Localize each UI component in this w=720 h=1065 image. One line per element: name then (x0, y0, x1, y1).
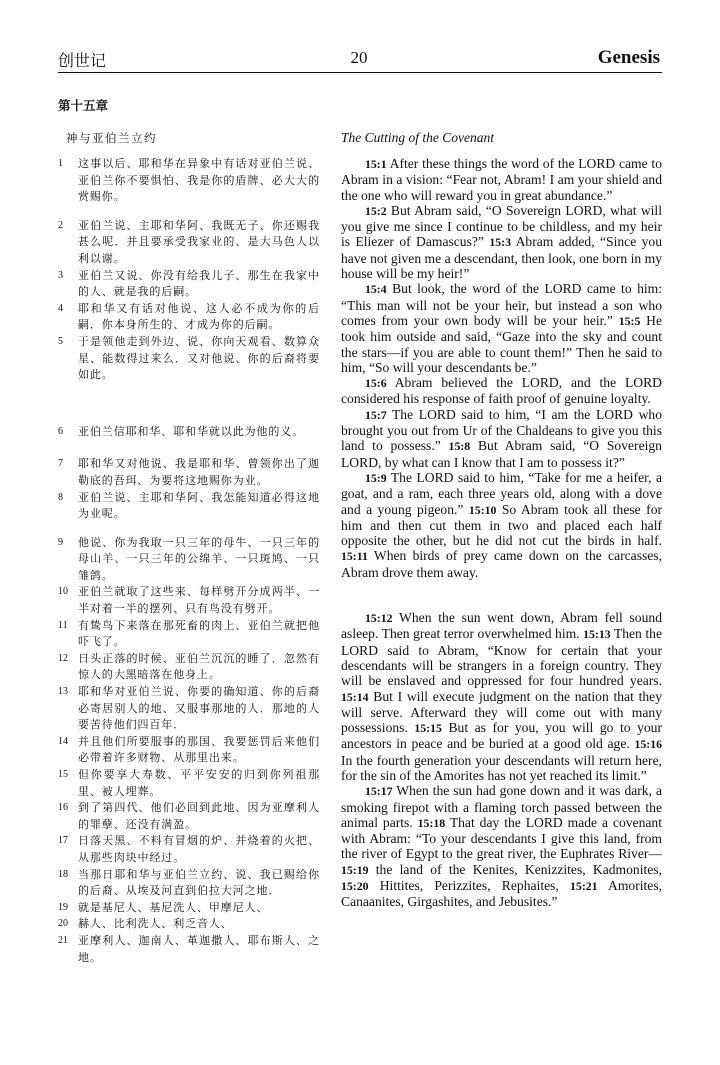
verse-number: 9 (58, 536, 63, 548)
verse-text: When birds of prey came down on the carcasses, Abram drove them away. (341, 548, 662, 580)
chinese-verse (58, 734, 320, 767)
chinese-verse (58, 651, 320, 684)
verse-text: After these things the word of the LORD came to Abram in a vision: “Fear not, Abram! I am your shield and the one who will reward you in great abundance.” (341, 156, 662, 203)
verse-text: the land of the Kenites, Kenizzites, Kadmonites, (368, 861, 662, 877)
chinese-verse (58, 618, 320, 651)
chinese-column (58, 130, 320, 966)
verse-text: 耶和华又有话对他说、这人必不成为你的后嗣．你本身所生的、才成为你的后嗣。 (78, 301, 320, 332)
verse-text: 于是领他走到外边、说、你向天观看、数算众星、能数得过来么．又对他说、你的后裔将要如此。 (78, 334, 320, 382)
verse-text: 亚摩利人、迦南人、革迦撒人、耶布斯人、之地。 (78, 933, 320, 964)
english-column (341, 130, 662, 910)
chinese-verse (58, 490, 320, 523)
verse-text: Abram believed the LORD, and the LORD considered his response of faith proof of genuine loyalty. (341, 375, 662, 407)
chinese-verse (58, 268, 320, 301)
verse-number: 7 (58, 458, 63, 470)
verse-text: 当那日耶和华与亚伯兰立约、说、我已赐给你的后裔、从埃及河直到伯拉大河之地． (78, 867, 320, 898)
verse-text: The LORD said to him, “I am the LORD who brought you out from Ur of the Chaldeans to give you this land to possess.” (341, 406, 662, 454)
verse-number: 17 (58, 835, 68, 847)
chinese-verse (58, 218, 320, 268)
verse-reference: 15:10 (468, 502, 497, 517)
verse-text: 亚伯兰说、主耶和华阿、我怎能知道必得这地为业呢。 (78, 490, 320, 521)
english-paragraph (341, 610, 662, 783)
verse-text: 日头正落的时候、亚伯兰沉沉的睡了．忽然有惊人的大黑暗落在他身上。 (78, 651, 320, 682)
verse-number: 13 (58, 686, 68, 698)
english-paragraph (341, 470, 662, 580)
chinese-verse (58, 301, 320, 334)
verse-text: 耶和华又对他说、我是耶和华、曾领你出了迦勒底的吾珥、为要将这地赐你为业。 (78, 457, 320, 487)
verse-text: But I will execute judgment on the nation that they will serve. Afterward they will come out with many possessions. (341, 688, 662, 736)
verse-reference: 15:19 (341, 862, 369, 877)
verse-reference: 15:6 (365, 376, 387, 391)
verse-number: 15 (58, 769, 68, 780)
verse-text: 赫人、比利洗人、利乏音人、 (78, 917, 233, 931)
verse-number: 19 (58, 901, 68, 913)
verse-reference: 15:16 (634, 737, 662, 752)
verse-text: When the sun had gone down and it was dark, a smoking firepot with a flaming torch passed between the animal parts. (341, 783, 662, 830)
verse-text: 亚伯兰说、主耶和华阿、我既无子、你还赐我甚么呢．并且要承受我家业的、是大马色人以利以谢。 (78, 218, 320, 265)
chinese-verse (58, 833, 320, 866)
chinese-verse (58, 767, 320, 800)
verse-text: 有鸷鸟下来落在那死畜的肉上、亚伯兰就把他吓飞了。 (78, 618, 320, 649)
verse-text: That day the LORD made a covenant with Abram: “To your descendants I give this land, from the river of Egypt to the great river, the Euphrates River— (341, 814, 662, 862)
verse-text: Abram added, “Since you have not given me a descendant, then look, one born in my house will be my heir!” (341, 234, 663, 282)
verse-reference: 15:5 (618, 313, 641, 328)
verse-reference: 15:9 (365, 470, 387, 485)
chinese-verse (58, 535, 320, 585)
verse-reference: 15:13 (583, 627, 611, 642)
verse-number: 3 (58, 269, 63, 281)
verse-text: 亚伯兰信耶和华、耶和华就以此为他的义。 (78, 424, 305, 438)
verse-text: Amorites, Canaanites, Girgashites, and Jebusites.” (341, 878, 663, 910)
english-paragraph (341, 203, 662, 281)
verse-number: 8 (58, 491, 63, 503)
english-paragraph (341, 375, 662, 407)
english-section-title: The Cutting of the Covenant (341, 130, 494, 145)
verse-number: 4 (58, 302, 63, 314)
verse-text: But Abram said, “O Sovereign LORD, what will you give me since I continue to be childless, and my heir is Eliezer of Damascus?” (341, 202, 662, 250)
header-book-english: Genesis (597, 47, 660, 68)
verse-number: 18 (58, 868, 68, 880)
chinese-verse (58, 867, 320, 900)
english-paragraph (341, 281, 662, 375)
verse-reference: 15:20 (341, 879, 369, 894)
verse-number: 11 (58, 619, 68, 631)
verse-text: 亚伯兰就取了这些来、每样劈开分成两半、一半对着一半的摆列、只有鸟没有劈开。 (78, 585, 320, 616)
header-rule (58, 72, 662, 73)
verse-reference: 15:7 (365, 407, 387, 422)
verse-text: 但你要享大寿数、平平安安的归到你列祖那里、被人埋葬。 (78, 768, 320, 798)
verse-number: 14 (58, 735, 68, 747)
verse-reference: 15:18 (417, 815, 446, 830)
verse-text: But look, the word of the LORD came to him: “This man will not be your heir, but instead a son who comes from your own body will be your heir.” (341, 281, 662, 328)
chinese-verse (58, 684, 320, 734)
verse-text: Hittites, Perizzites, Rephaites, (368, 878, 571, 894)
verse-number: 2 (58, 219, 63, 231)
chapter-title: 第十五章 (58, 98, 109, 113)
chinese-verse (58, 334, 320, 384)
verse-text: 耶和华对亚伯兰说、你要的确知道、你的后裔必寄居别人的地、又服事那地的人．那地的人要苦待他们四百年． (78, 685, 320, 732)
verse-text: So Abram took all these for him and then cut them in two and placed each half opposite the other, but he did not cut the birds in half. (341, 501, 663, 549)
verse-text: 这事以后、耶和华在异象中有话对亚伯兰说、亚伯兰你不要惧怕、我是你的盾牌、必大大的赏赐你。 (78, 157, 320, 204)
verse-number: 10 (58, 586, 68, 598)
page-number: 20 (350, 48, 368, 67)
verse-text: In the fourth generation your descendants will return here, for the sin of the Amorites has not yet reached its limit.” (341, 752, 662, 783)
verse-text: But as for you, you will go to your ancestors in peace and be buried at a good old age. (341, 720, 662, 752)
verse-reference: 15:3 (489, 235, 511, 250)
verse-text: He took him outside and said, “Gaze into the sky and count the stars—if you are able to count them!” Then he said to him, “So will your descendants be.” (341, 312, 663, 375)
verse-reference: 15:4 (365, 282, 387, 297)
verse-text: 到了第四代、他们必回到此地、因为亚摩利人的罪孽、还没有满盈。 (78, 801, 320, 831)
verse-reference: 15:11 (341, 549, 368, 564)
verse-text: But Abram said, “O Sovereign LORD, by what can I know that I am to possess it?” (341, 438, 662, 470)
verse-reference: 15:15 (414, 721, 442, 736)
verse-number: 5 (58, 335, 63, 347)
verse-text: 并且他们所要服事的那国、我要惩罚后来他们必带着许多财物、从那里出来。 (78, 734, 320, 765)
english-paragraph (341, 407, 662, 470)
verse-reference: 15:21 (570, 879, 598, 894)
verse-reference: 15:8 (448, 439, 471, 454)
page-header (58, 44, 660, 74)
verse-reference: 15:17 (365, 784, 393, 799)
verse-text: 就是基尼人、基尼洗人、甲摩尼人、 (78, 900, 269, 914)
verse-number: 21 (58, 934, 68, 946)
chinese-section-title: 神与亚伯兰立约 (66, 131, 157, 145)
verse-number: 1 (58, 158, 63, 169)
chinese-verse (58, 156, 320, 206)
verse-reference: 15:1 (365, 157, 387, 171)
chinese-verse (58, 424, 320, 441)
chinese-verse (58, 933, 320, 966)
header-book-chinese: 创世记 (58, 51, 107, 70)
verse-number: 16 (58, 802, 68, 814)
verse-text: The LORD said to him, “Take for me a heifer, a goat, and a ram, each three years old, along with a dove and a young pigeon.” (341, 469, 662, 517)
english-paragraph (341, 156, 662, 203)
english-paragraph (341, 783, 662, 909)
verse-text: 亚伯兰又说、你没有给我儿子、那生在我家中的人、就是我的后嗣。 (78, 268, 320, 299)
verse-number: 20 (58, 918, 68, 930)
verse-text: Then the LORD said to Abram, “Know for certain that your descendants will be strangers in a foreign country. They will be enslaved and oppressed for four hundred years. (341, 626, 662, 689)
chinese-verse (58, 900, 320, 917)
verse-number: 6 (58, 425, 63, 437)
chinese-verse (58, 456, 320, 489)
verse-number: 12 (58, 652, 68, 664)
verse-text: 日落天黑、不料有冒烟的炉、并烧着的火把、从那些肉块中经过。 (78, 834, 320, 864)
chinese-verse (58, 800, 320, 833)
verse-text: 他说、你为我取一只三年的母牛、一只三年的母山羊、一只三年的公绵羊、一只斑鸠、一只雏鸽。 (78, 535, 320, 582)
verse-text: When the sun went down, Abram fell sound asleep. Then great terror overwhelmed him. (341, 610, 662, 642)
chinese-verse (58, 584, 320, 617)
verse-reference: 15:14 (341, 689, 369, 704)
verse-reference: 15:2 (365, 203, 387, 218)
chinese-verse (58, 916, 320, 933)
verse-reference: 15:12 (365, 611, 393, 626)
